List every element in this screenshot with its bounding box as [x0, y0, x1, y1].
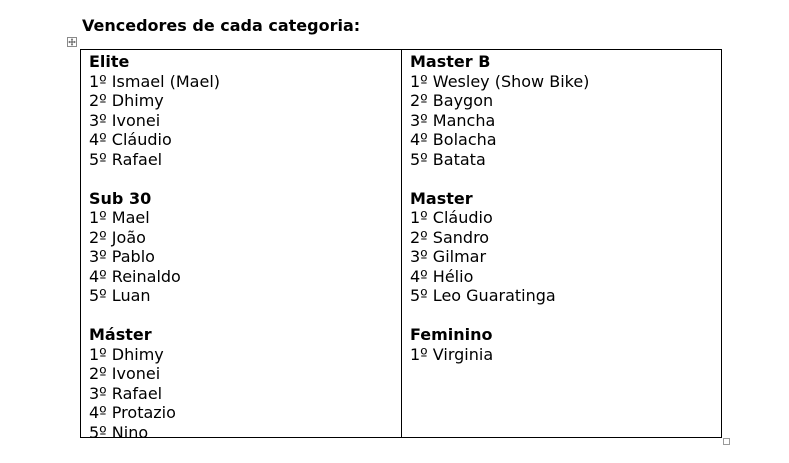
page-heading: Vencedores de cada categoria: — [82, 16, 361, 35]
place-line: 1º Virginia — [410, 344, 494, 364]
place-line: 4º Bolacha — [410, 130, 497, 149]
place-line: 5º Luan — [89, 286, 151, 305]
category-block — [89, 52, 401, 169]
place-line: 2º Ivonei — [89, 364, 161, 383]
place-line: 4º Protazio — [89, 403, 176, 422]
place-line: 3º Pablo — [89, 247, 155, 266]
place-line: 3º Ivonei — [89, 110, 161, 130]
category-block — [410, 325, 721, 364]
place-line: 1º Ismael (Mael) — [89, 71, 221, 91]
place-line: 1º Cláudio — [410, 208, 493, 227]
place-line: 2º João — [89, 227, 146, 247]
place-line: 5º Rafael — [89, 149, 163, 169]
place-line: 1º Wesley (Show Bike) — [410, 71, 590, 91]
category-block — [410, 189, 721, 306]
category-title: Feminino — [410, 325, 493, 344]
place-line: 5º Nino — [89, 422, 149, 442]
place-line: 4º Cláudio — [89, 130, 172, 149]
category-block — [89, 325, 401, 442]
winners-table — [80, 49, 722, 442]
place-line: 2º Baygon — [410, 91, 494, 110]
place-line: 1º Dhimy — [89, 344, 164, 364]
category-title: Sub 30 — [89, 188, 152, 208]
place-line: 3º Rafael — [89, 383, 163, 403]
category-title: Master — [410, 188, 473, 208]
place-line: 4º Reinaldo — [89, 266, 181, 286]
table-move-handle-icon[interactable] — [67, 37, 77, 47]
table-column-right — [402, 50, 721, 437]
category-title: Máster — [89, 325, 152, 344]
place-line: 3º Gilmar — [410, 247, 487, 266]
place-line: 5º Batata — [410, 149, 486, 169]
place-line: 2º Sandro — [410, 227, 490, 247]
category-block — [89, 189, 401, 306]
place-line: 2º Dhimy — [89, 91, 164, 110]
place-line: 3º Mancha — [410, 110, 496, 130]
category-block — [410, 52, 721, 169]
place-line: 4º Hélio — [410, 266, 474, 286]
place-line: 1º Mael — [89, 208, 150, 227]
table-resize-handle[interactable] — [723, 438, 730, 445]
place-line: 5º Leo Guaratinga — [410, 286, 556, 305]
table-column-left — [81, 50, 402, 442]
category-title: Elite — [89, 52, 130, 71]
category-title: Master B — [410, 52, 491, 71]
